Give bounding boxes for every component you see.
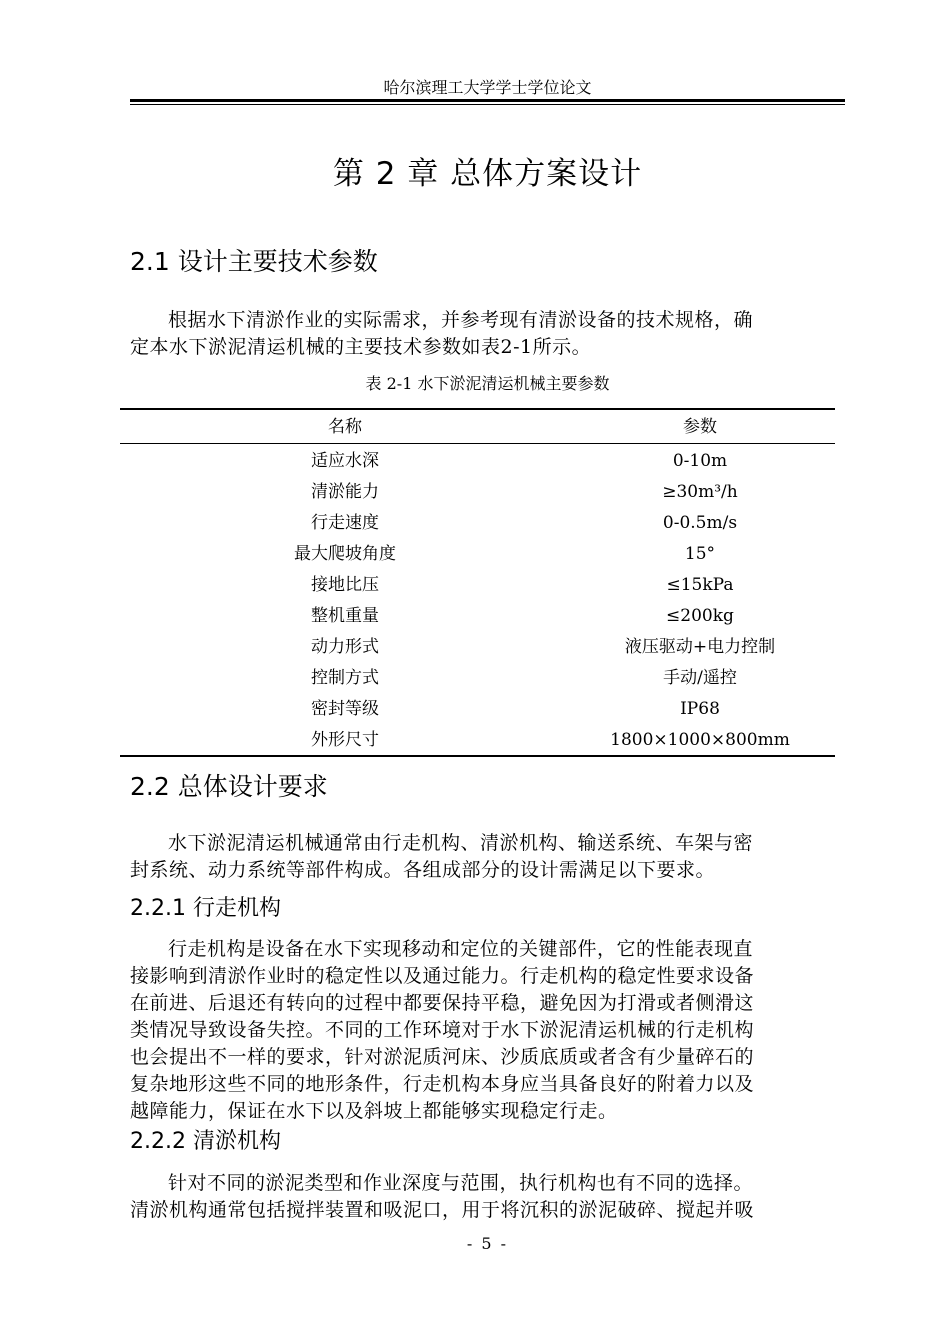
table-row [120,508,835,539]
table-cell-name: 接地比压 [311,575,379,595]
table-row [120,694,835,725]
running-head: 哈尔滨理工大学学士学位论文 [383,78,592,97]
table-cell-value: ≤15kPa [666,575,734,595]
table-cell-value: 15° [684,544,716,564]
table-header-row [120,412,835,442]
section-2-2-paragraph [130,830,845,884]
table-cell-name: 行走速度 [311,513,379,533]
table-cell-value: 液压驱动+电力控制 [624,637,776,657]
table-bottom-rule [120,755,835,757]
table-cell-value: 手动/遥控 [663,668,737,688]
table-cell-name: 最大爬坡角度 [294,544,396,564]
section-heading-2-2: 2.2 总体设计要求 [130,772,328,801]
table-row [120,446,835,477]
paragraph-line: 越障能力，保证在水下以及斜坡上都能够实现稳定行走。 [130,1100,618,1122]
table-cell-name: 整机重量 [311,606,379,626]
section-2-1-paragraph [130,307,845,361]
table-row [120,477,835,508]
section-heading-2-2-2: 2.2.2 清淤机构 [130,1129,281,1154]
paragraph-line: 复杂地形这些不同的地形条件，行走机构本身应当具备良好的附着力以及 [130,1073,755,1095]
table-cell-value: 0-10m [672,451,728,471]
section-2-2-1-paragraph [130,936,845,1125]
table-cell-value: IP68 [680,699,720,719]
table-row [120,601,835,632]
table-header-name: 名称 [328,417,362,437]
table-caption: 表 2-1 水下淤泥清运机械主要参数 [365,374,610,393]
table-cell-name: 控制方式 [311,668,379,688]
paragraph-line: 接影响到清淤作业时的稳定性以及通过能力。行走机构的稳定性要求设备 [130,965,755,987]
section-2-2-2-paragraph [130,1170,845,1224]
table-cell-value: 1800×1000×800mm [610,730,790,750]
paragraph-line: 行走机构是设备在水下实现移动和定位的关键部件，它的性能表现直 [168,938,754,960]
table-top-rule [120,408,835,410]
section-heading-2-2-1: 2.2.1 行走机构 [130,896,281,921]
paragraph-line: 根据水下清淤作业的实际需求，并参考现有清淤设备的技术规格，确 [168,309,754,331]
table-cell-name: 动力形式 [311,637,379,657]
section-heading-2-1: 2.1 设计主要技术参数 [130,247,378,276]
paragraph-line: 类情况导致设备失控。不同的工作环境对于水下淤泥清运机械的行走机构 [130,1019,755,1041]
table-cell-name: 外形尺寸 [311,730,379,750]
table-cell-name: 适应水深 [311,451,379,471]
table-row [120,663,835,694]
table-cell-name: 密封等级 [311,699,379,719]
table-cell-value: ≥30m³/h [662,482,738,502]
table-cell-value: ≤200kg [666,606,734,626]
table-cell-value: 0-0.5m/s [662,513,738,533]
paragraph-line: 定本水下淤泥清运机械的主要技术参数如表2-1所示。 [130,336,592,358]
table-row [120,570,835,601]
paragraph-line: 在前进、后退还有转向的过程中都要保持平稳，避免因为打滑或者侧滑这 [130,992,755,1014]
table-row [120,725,835,756]
table-cell-name: 清淤能力 [311,482,379,502]
paragraph-line: 针对不同的淤泥类型和作业深度与范围，执行机构也有不同的选择。 [168,1172,754,1194]
paragraph-line: 也会提出不一样的要求，针对淤泥质河床、沙质底质或者含有少量碎石的 [130,1046,755,1068]
paragraph-line: 封系统、动力系统等部件构成。各组成部分的设计需满足以下要求。 [130,859,716,881]
table-row [120,632,835,663]
header-rule-thick [130,99,845,102]
paragraph-line: 水下淤泥清运机械通常由行走机构、清淤机构、输送系统、车架与密 [168,832,754,854]
paragraph-line: 清淤机构通常包括搅拌装置和吸泥口，用于将沉积的淤泥破碎、搅起并吸 [130,1199,755,1221]
chapter-title: 第 2 章 总体方案设计 [332,156,643,192]
header-rule-thin [130,104,845,105]
table-header-rule [120,443,835,444]
table-header-value: 参数 [683,417,717,437]
table-row [120,539,835,570]
page-number: - 5 - [466,1234,509,1253]
